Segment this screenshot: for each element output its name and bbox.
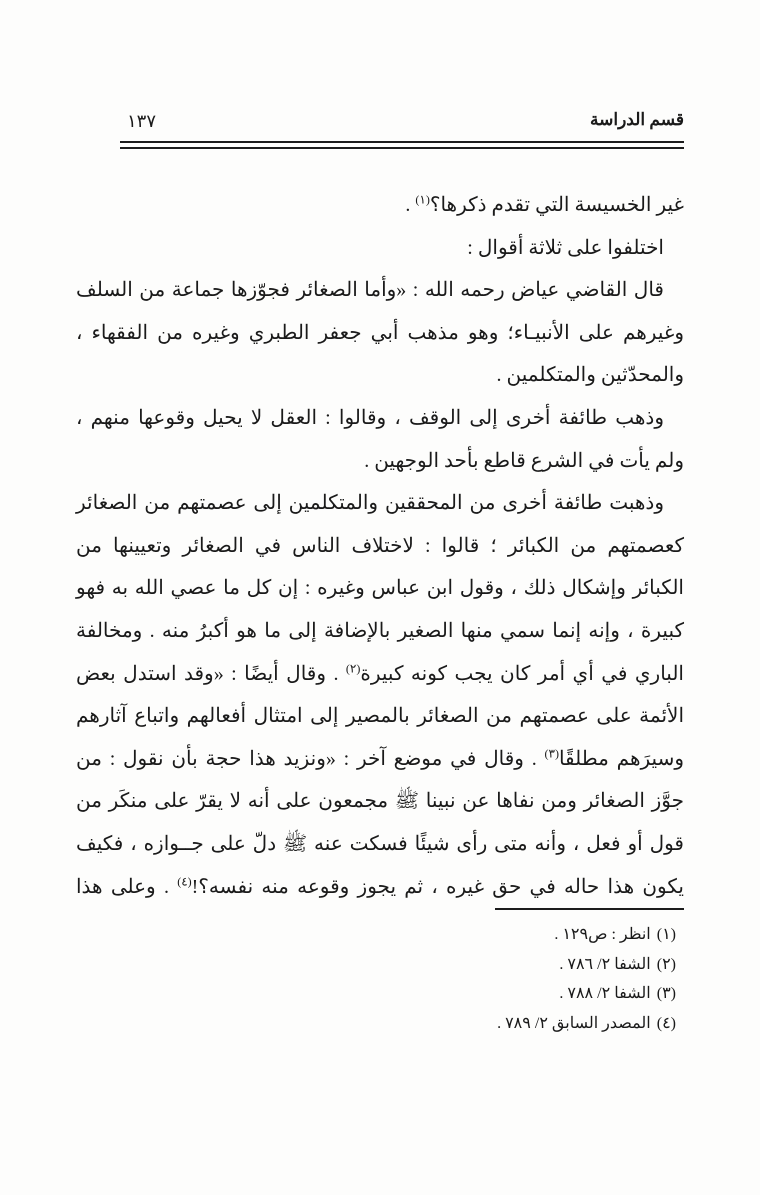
body-line: [76, 695, 684, 738]
body-line: [76, 525, 684, 568]
body-line: [76, 440, 684, 483]
body-line-text: جوَّز الصغائر ومن نفاها عن نبينا ﷺ مجمعون على أنه لا يقرّ على منكَر من: [76, 790, 684, 813]
body-line-text: اختلفوا على ثلاثة أقوال :: [467, 236, 664, 259]
page-number: ١٣٧: [127, 111, 157, 131]
footnote-line: [76, 979, 676, 1009]
body-line: [76, 823, 684, 866]
footnote-text: الشفا ٢/ ٧٨٦ .: [559, 955, 651, 973]
body-line: [76, 397, 684, 440]
body-line-text: غير الخسيسة التي تقدم ذكرها؟: [429, 194, 684, 216]
body-line-text: الكبائر وإشكال ذلك ، وقول ابن عباس وغيره : إن كل ما عصي الله به فهو: [76, 577, 684, 600]
footnote-marker: (٢): [656, 955, 676, 973]
body-line-text: وغيرهم على الأنبيـاء؛ وهو مذهب أبي جعفر الطبري وغيره من الفقهاء ،: [76, 321, 684, 344]
page-header: [76, 110, 684, 136]
header-double-rule: [120, 141, 684, 149]
footnote-reference: (١): [415, 192, 430, 207]
body-line-text: ولم يأت في الشرع قاطع بأحد الوجهين .: [364, 449, 684, 472]
body-line: [76, 482, 684, 525]
body-line-text: والمحدّثين والمتكلمين .: [496, 364, 684, 387]
body-line: [76, 610, 684, 653]
body-line: [76, 269, 684, 312]
body-text: [76, 184, 684, 908]
body-line-text: وذهبت طائفة أخرى من المحققين والمتكلمين إلى عصمتهم من الصغائر: [76, 492, 664, 515]
footnote-reference: (٤): [177, 873, 192, 888]
body-line: [76, 653, 684, 696]
footnote-marker: (٤): [656, 1014, 676, 1032]
body-line-text: وسيرَهم مطلقًا: [558, 747, 684, 770]
footnote-reference: (٣): [544, 746, 559, 761]
footnote-marker: (١): [656, 926, 676, 943]
footnote-line: [76, 950, 676, 980]
footnote-separator: [495, 908, 684, 910]
body-line: [76, 866, 684, 909]
section-title: قسم الدراسة: [590, 110, 684, 129]
footnote-text: انظر : ص١٢٩ .: [554, 926, 651, 943]
body-line-text: . وقال أيضًا : «وقد استدل بعض: [76, 662, 346, 685]
body-line: [76, 780, 684, 823]
body-line: [76, 354, 684, 397]
body-line-text: قال القاضي عياض رحمه الله : «وأما الصغائر فجوّزها جماعة من السلف: [76, 279, 664, 302]
body-line-text: .: [405, 194, 416, 216]
footnote-reference: (٢): [345, 660, 361, 675]
body-line-text: الأئمة على عصمتهم من الصغائر بالمصير إلى امتثال أفعالهم واتباع آثارهم: [76, 705, 684, 728]
body-line: [76, 227, 684, 270]
body-line-text: وذهب طائفة أخرى إلى الوقف ، وقالوا : العقل لا يحيل وقوعها منهم ،: [76, 406, 664, 429]
footnote-text: الشفا ٢/ ٧٨٨ .: [559, 985, 651, 1002]
body-line-text: كبيرة ، وإنه إنما سمي منها الصغير بالإضافة إلى ما هو أكبرُ منه . ومخالفة: [76, 619, 684, 642]
body-line-text: الباري في أي أمر كان يجب كونه كبيرة: [360, 662, 684, 685]
footnote-text: المصدر السابق ٢/ ٧٨٩ .: [497, 1014, 651, 1032]
body-line-text: كعصمتهم من الكبائر ؛ قالوا : لاختلاف الناس في الصغائر وتعيينها من: [76, 534, 684, 557]
body-line-text: قول أو فعل ، وأنه متى رأى شيئًا فسكت عنه ﷺ دلّ على جــوازه ، فكيف: [76, 832, 684, 855]
body-line: [76, 312, 684, 355]
body-line-text: . وعلى هذا: [76, 875, 178, 898]
body-line: [76, 567, 684, 610]
body-line: [76, 738, 684, 781]
body-line-text: يكون هذا حاله في حق غيره ، ثم يجوز وقوعه منه نفسه؟!: [191, 875, 684, 898]
footnote-line: [76, 920, 676, 950]
body-line: [76, 184, 684, 227]
footnote-line: [76, 1009, 676, 1039]
footnote-marker: (٣): [656, 985, 676, 1002]
footnotes: [76, 920, 676, 1038]
body-line-text: . وقال في موضع آخر : «ونزيد هذا حجة بأن نقول : من: [76, 747, 545, 770]
